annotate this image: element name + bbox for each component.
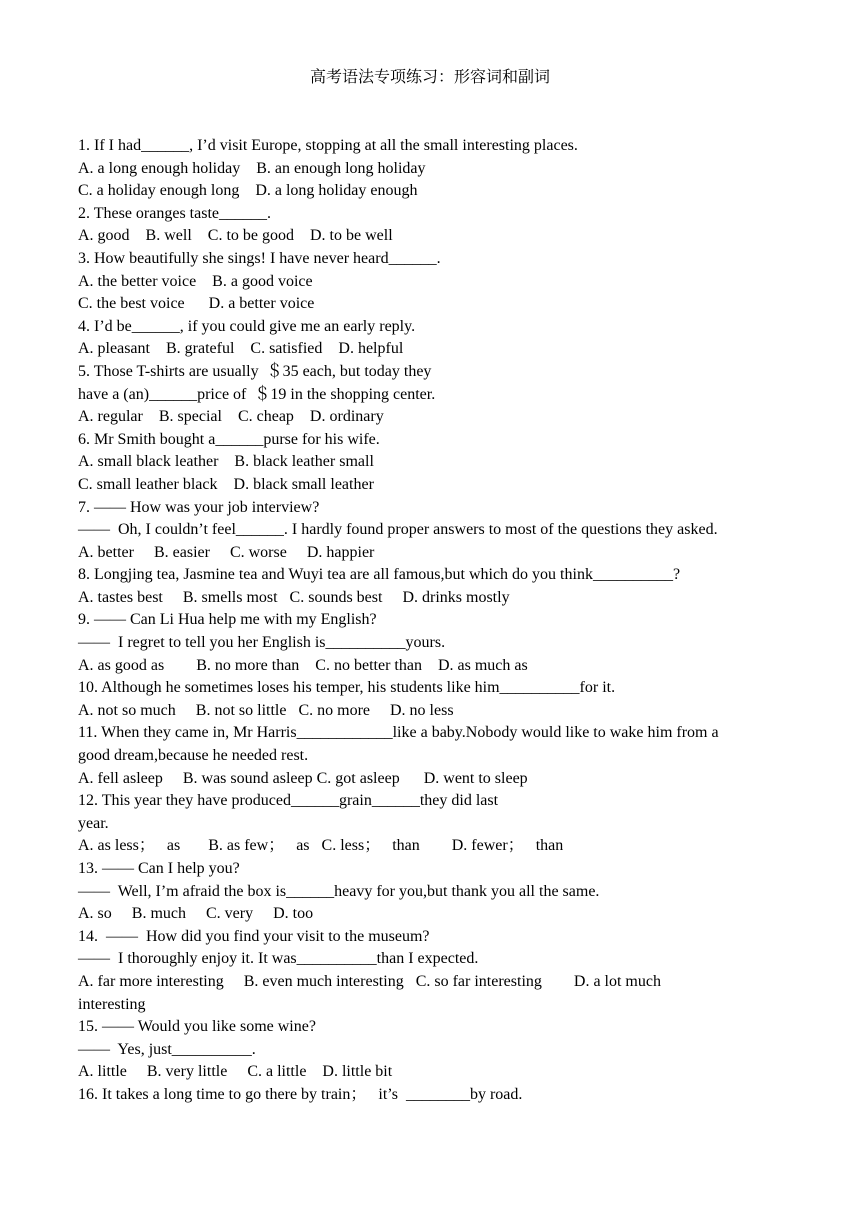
text-line: A. fell asleep B. was sound asleep C. got asleep D. went to sleep [78,769,528,787]
text-line: 6. Mr Smith bought a______purse for his wife. [78,430,380,448]
text-line: A. pleasant B. grateful C. satisfied D. helpful [78,340,404,358]
text-line: 5. Those T-shirts are usually ＄35 each, but today they [78,362,432,380]
text-line: 7. —— How was your job interview? [78,498,320,516]
text-line: A. small black leather B. black leather small [78,453,374,471]
text-line: 1. If I had______, I’d visit Europe, stopping at all the small interesting places. [78,137,578,154]
text-line: 3. How beautifully she sings! I have never heard______. [78,249,441,267]
text-line: C. small leather black D. black small leather [78,475,374,493]
text-line: interesting [78,995,146,1013]
text-line: C. the best voice D. a better voice [78,295,315,313]
text-line: C. a holiday enough long D. a long holiday enough [78,182,418,200]
text-line: —— I thoroughly enjoy it. It was__________than I expected. [78,950,479,968]
text-line: 15. —— Would you like some wine? [78,1018,316,1036]
text-line: —— Well, I’m afraid the box is______heavy for you,but thank you all the same. [78,882,600,900]
text-line: A. a long enough holiday B. an enough long holiday [78,159,426,177]
text-line: —— Oh, I couldn’t feel______. I hardly found proper answers to most of the questions they asked. [78,521,718,539]
text-line: 9. —— Can Li Hua help me with my English? [78,611,377,629]
text-line: A. regular B. special C. cheap D. ordinary [78,408,384,426]
text-line: have a (an)______price of ＄19 in the shopping center. [78,385,436,403]
page-title: 高考语法专项练习：形容词和副词 [309,69,550,86]
text-line: —— Yes, just__________. [78,1040,256,1058]
text-line: A. so B. much C. very D. too [78,905,314,923]
text-line: 13. —— Can I help you? [78,860,240,877]
exercise-content [78,135,798,1107]
text-line: —— I regret to tell you her English is__________yours. [78,634,446,652]
text-line: 14. —— How did you find your visit to the museum? [78,927,430,945]
text-line: 2. These oranges taste______. [78,204,271,222]
text-line: 16. It takes a long time to go there by train； it’s ________by road. [78,1085,523,1103]
text-line: 10. Although he sometimes loses his temper, his students like him__________for it. [78,679,616,697]
text-line: A. as good as B. no more than C. no better than D. as much as [78,656,528,674]
text-line: A. good B. well C. to be good D. to be well [78,227,393,245]
text-line: 11. When they came in, Mr Harris____________like a baby.Nobody would like to wake him from a [78,724,719,742]
text-line: A. little B. very little C. a little D. little bit [78,1063,393,1081]
text-line: A. the better voice B. a good voice [78,272,313,290]
text-line: good dream,because he needed rest. [78,747,309,765]
text-line: A. as less； as B. as few； as C. less； than D. fewer； than [78,837,564,855]
text-line: A. better B. easier C. worse D. happier [78,543,375,561]
text-line: A. far more interesting B. even much interesting C. so far interesting D. a lot much [78,972,661,990]
text-line: 12. This year they have produced______grain______they did last [78,792,499,810]
text-line: 4. I’d be______, if you could give me an early reply. [78,317,416,335]
text-line: year. [78,814,109,832]
text-line: 8. Longjing tea, Jasmine tea and Wuyi tea are all famous,but which do you think__________? [78,566,681,584]
text-line: A. not so much B. not so little C. no more D. no less [78,701,454,719]
text-line: A. tastes best B. smells most C. sounds best D. drinks mostly [78,588,510,606]
